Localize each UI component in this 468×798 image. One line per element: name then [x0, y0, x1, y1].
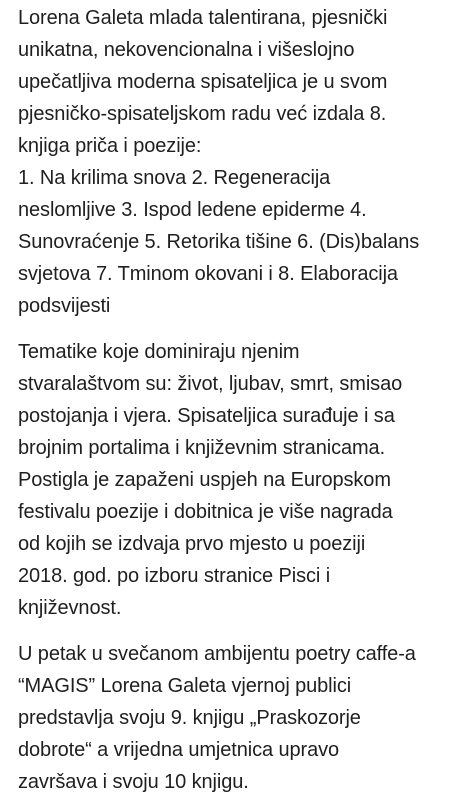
book-presentation-paragraph: U petak u svečanom ambijentu poetry caffe-a “MAGIS” Lorena Galeta vjernoj publici predstavlja svoju 9. knjigu „Praskozorje dobrote“ a vrijedna umjetnica upravo završava i svoju 10 knjigu.	[18, 643, 416, 793]
themes-and-awards-paragraph: Tematike koje dominiraju njenim stvaralaštvom su: život, ljubav, smrt, smisao postojanja i vjera. Spisateljica surađuje i sa brojnim portalima i književnim stranicama. Postigla je zapaženi uspjeh na Europskom festivalu poezije i dobitnica je više nagrada od kojih se izdvaja prvo mjesto u poeziji 2018. god. po izboru stranice Pisci i književnost.	[18, 341, 403, 619]
author-bio-paragraph: Lorena Galeta mlada talentirana, pjesnički unikatna, nekovencionalna i višeslojno upečatljiva moderna spisateljica je u svom pjesničko-spisateljskom radu već izdala 8. knjiga priča i poezije: 1. Na krilima snova 2. Regeneracija neslomljive 3. Ispod ledene epiderme 4. Sunovraćenje 5. Retorika tišine 6. (Dis)balans svjetova 7. Tminom okovani i 8. Elaboracija podsvijesti	[18, 7, 420, 317]
